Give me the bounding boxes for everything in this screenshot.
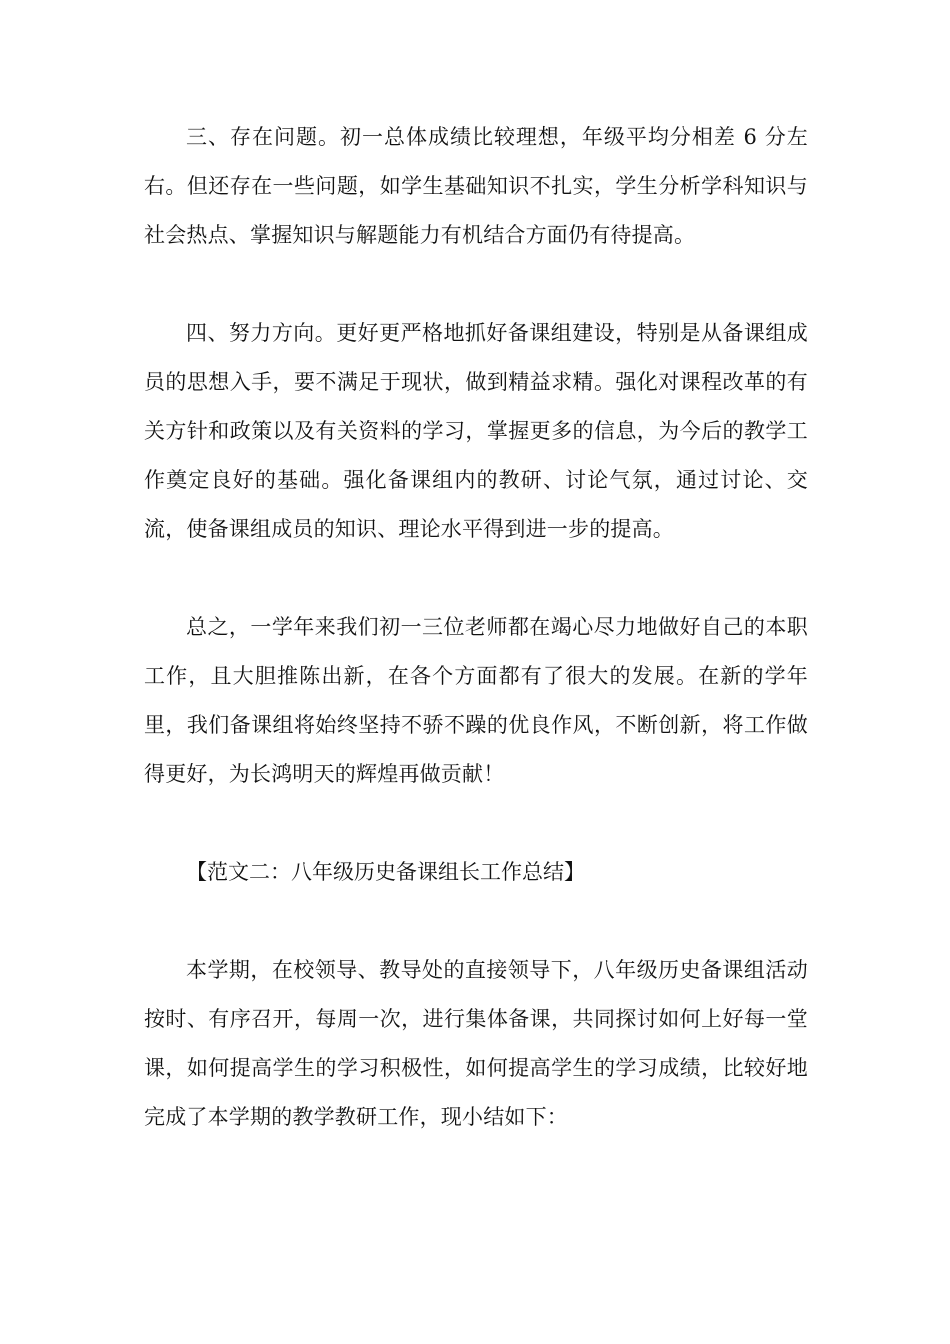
paragraph-problems: 三、存在问题。初一总体成绩比较理想，年级平均分相差 6 分左右。但还存在一些问题，如学生基础知识不扎实，学生分析学科知识与社会热点、掌握知识与解题能力有机结合方面仍有待提高。 <box>144 125 808 247</box>
paragraph-spacer <box>144 897 808 946</box>
section-heading: 【范文二：八年级历史备课组长工作总结】 <box>186 860 585 884</box>
paragraph-spacer <box>144 554 808 603</box>
paragraph-spacer <box>144 260 808 309</box>
paragraph-spacer <box>144 799 808 848</box>
paragraph-directions: 四、努力方向。更好更严格地抓好备课组建设，特别是从备课组成员的思想入手，要不满足于现状，做到精益求精。强化对课程改革的有关方针和政策以及有关资料的学习，掌握更多的信息，为今后的教学工作奠定良好的基础。强化备课组内的教研、讨论气氛，通过讨论、交流，使备课组成员的知识、理论水平得到进一步的提高。 <box>144 321 808 541</box>
paragraph-summary: 总之，一学年来我们初一三位老师都在竭心尽力地做好自己的本职工作，且大胆推陈出新，在各个方面都有了很大的发展。在新的学年里，我们备课组将始终坚持不骄不躁的优良作风，不断创新，将工作做得更好，为长鸿明天的辉煌再做贡献！ <box>144 615 808 786</box>
paragraph-intro: 本学期，在校领导、教导处的直接领导下，八年级历史备课组活动按时、有序召开，每周一次，进行集体备课，共同探讨如何上好每一堂课，如何提高学生的学习积极性，如何提高学生的学习成绩，比较好地完成了本学期的教学教研工作，现小结如下： <box>144 958 808 1129</box>
document-body <box>144 113 808 1142</box>
